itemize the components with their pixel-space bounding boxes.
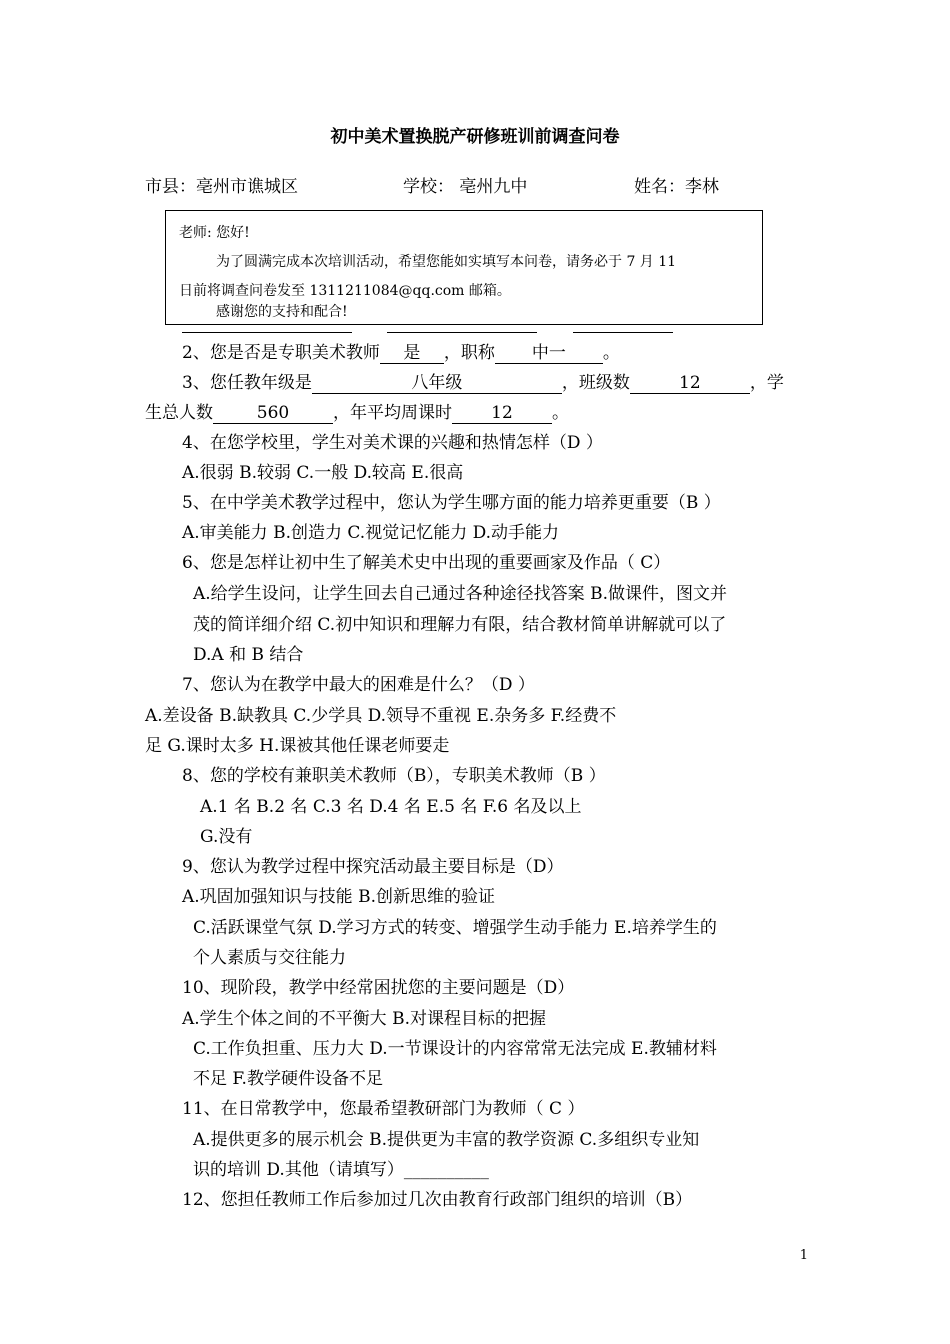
q3-grade: 八年级 [312,373,562,394]
question-9: 9、您认为教学过程中探究活动最主要目标是（D） [182,857,564,877]
notice-line-1: 为了圆满完成本次培训活动，希望您能如实填写本问卷，请务必于 7 月 11 [216,254,677,270]
question-9-option-line-1: A.巩固加强知识与技能 B.创新思维的验证 [182,887,495,907]
q2-prefix: 2、您是否是专职美术教师 [182,343,380,363]
q3-end: ，学 [749,373,784,393]
document-title: 初中美术置换脱产研修班训前调查问卷 [330,127,620,147]
question-12: 12、您担任教师工作后参加过几次由教育行政部门组织的培训（B） [182,1190,693,1210]
notice-line-3: 感谢您的支持和配合! [216,304,348,320]
question-7: 7、您认为在教学中最大的困难是什么？（D ） [182,675,535,695]
question-4-options: A.很弱 B.较弱 C.一般 D.较高 E.很高 [182,463,464,483]
question-6-option-line-2: 茂的简详细介绍 C.初中知识和理解力有限，结合教材简单讲解就可以了 [193,615,727,635]
question-11: 11、在日常教学中，您最希望教研部门为教师（ C ） [182,1099,585,1119]
page-number: 1 [799,1248,808,1263]
question-6: 6、您是怎样让初中生了解美术史中出现的重要画家及作品（ C） [182,553,671,573]
question-6-option-line-3: D.A 和 B 结合 [193,645,304,665]
q3-prefix: 3、您任教年级是 [182,373,312,393]
question-5-options: A.审美能力 B.创造力 C.视觉记忆能力 D.动手能力 [182,523,560,543]
q3-hours: 12 [452,403,552,424]
notice-line-2: 日前将调查问卷发至 1311211084@qq.com 邮箱。 [179,283,511,299]
question-6-option-line-1: A.给学生设问，让学生回去自己通过各种途径找答案 B.做课件，图文并 [193,584,727,604]
question-3-line-2 [145,402,569,424]
question-10-option-line-3: 不足 F.教学硬件设备不足 [193,1069,383,1089]
question-8-option-line-1: A.1 名 B.2 名 C.3 名 D.4 名 E.5 名 F.6 名及以上 [200,797,582,817]
question-11-option-line-2: 识的培训 D.其他（请填写）__________ [193,1160,489,1180]
notice-box [165,210,763,325]
city-field: 市县：亳州市谯城区 [145,177,298,197]
question-5: 5、在中学美术教学过程中，您认为学生哪方面的能力培养更重要（B ） [182,493,721,513]
school-field: 学校： 亳州九中 [403,177,528,197]
question-10: 10、现阶段，教学中经常困扰您的主要问题是（D） [182,978,575,998]
q2-end: 。 [602,343,620,363]
question-9-option-line-2: C.活跃课堂气氛 D.学习方式的转变、增强学生动手能力 E.培养学生的 [193,918,717,938]
q2-mid: ，职称 [443,343,495,363]
q3-mid: ，班级数 [561,373,630,393]
q2-answer: 是 [380,343,444,364]
question-8-option-line-2: G.没有 [200,827,253,847]
q3-line2-mid: ，年平均周课时 [333,403,452,423]
question-7-option-line-1: A.差设备 B.缺教具 C.少学具 D.领导不重视 E.杂务多 F.经费不 [145,706,617,726]
question-11-option-line-1: A.提供更多的展示机会 B.提供更为丰富的教学资源 C.多组织专业知 [193,1130,700,1150]
q3-students: 560 [213,403,333,424]
name-field: 姓名：李林 [634,177,719,197]
question-10-option-line-1: A.学生个体之间的不平衡大 B.对课程目标的把握 [182,1009,546,1029]
question-7-option-line-2: 足 G.课时太多 H.课被其他任课老师要走 [145,736,450,756]
question-9-option-line-3: 个人素质与交往能力 [193,948,346,968]
q2-title: 中一 [495,343,603,364]
question-3 [182,372,784,394]
q3-line2-end: 。 [552,403,569,423]
q3-line2-prefix: 生总人数 [145,403,213,423]
question-2 [182,342,620,364]
question-8: 8、您的学校有兼职美术教师（B），专职美术教师（B ） [182,766,606,786]
notice-greeting: 老师: 您好! [179,225,250,241]
question-4: 4、在您学校里，学生对美术课的兴趣和热情怎样（D ） [182,433,603,453]
q3-classes: 12 [630,373,750,394]
question-10-option-line-2: C.工作负担重、压力大 D.一节课设计的内容常常无法完成 E.教辅材料 [193,1039,717,1059]
